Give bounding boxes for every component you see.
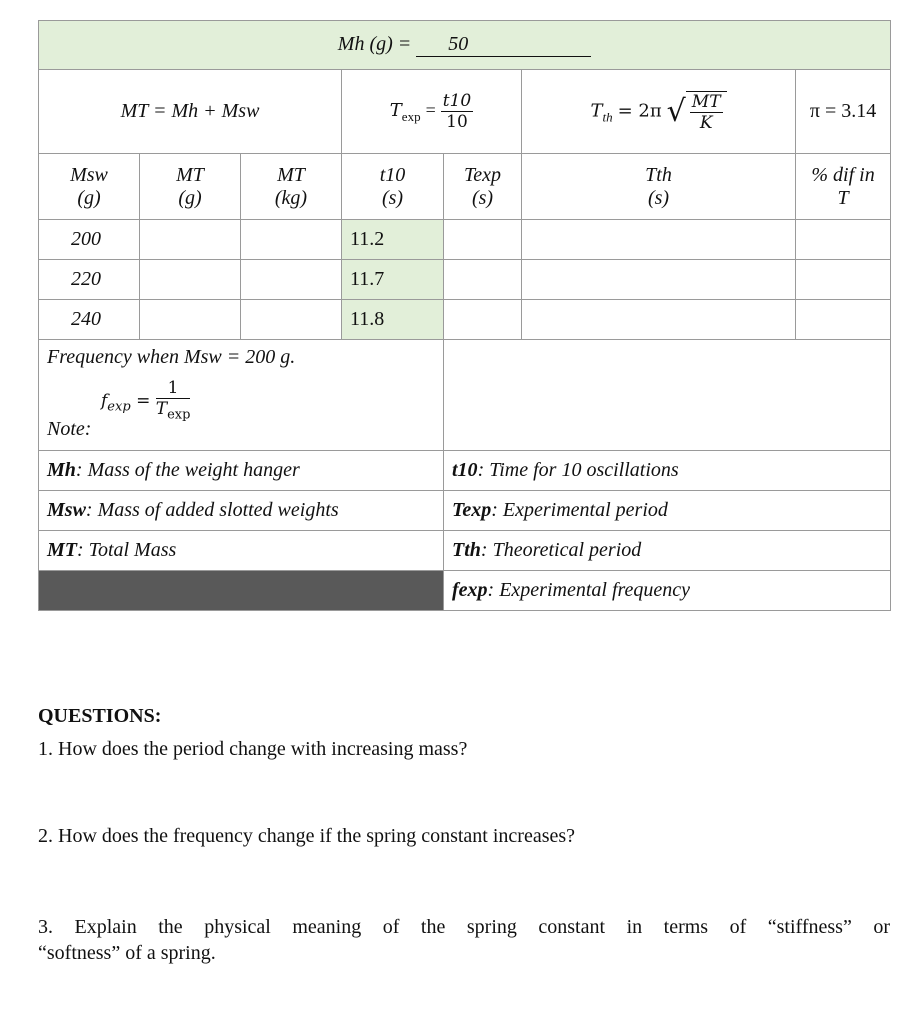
col-unit: (s) (647, 186, 670, 209)
fexp-fraction (156, 378, 191, 425)
fexp-numerator: 1 (156, 378, 191, 399)
col-name: Msw (70, 163, 108, 186)
col-unit: (s) (471, 186, 494, 209)
t10-cell: 11.2 (342, 220, 444, 260)
t10-cell: 11.7 (342, 260, 444, 300)
texp-lhs-sub: exp (401, 109, 421, 125)
equals-sign: = (136, 391, 151, 412)
col-header-mt-kg (241, 154, 342, 220)
texp-formula (342, 70, 522, 154)
fexp-formula (101, 378, 190, 425)
msw-cell: 200 (39, 220, 140, 260)
legend-symbol: Tth (452, 539, 481, 561)
note-label: Note: (47, 418, 92, 440)
col-name: Tth (645, 163, 672, 186)
fexp-den-symbol: T (155, 399, 168, 419)
texp-cell[interactable] (444, 220, 522, 260)
col-name: Texp (463, 163, 502, 186)
question-1: 1. How does the period change with increasing mass? (38, 738, 468, 760)
col-unit: (g) (77, 186, 101, 209)
fexp-lhs: f (101, 391, 108, 412)
col-header-msw (39, 154, 140, 220)
texp-fraction (441, 91, 473, 132)
questions-title: QUESTIONS: (38, 705, 162, 727)
tth-lhs: T (590, 100, 603, 122)
note-cell (39, 340, 444, 451)
col-name: MT (277, 163, 305, 186)
question-3-line-2: “softness” of a spring. (38, 942, 216, 964)
legend-t10 (444, 451, 891, 491)
frequency-answer-cell[interactable] (444, 340, 891, 451)
legend-msw (39, 491, 444, 531)
texp-lhs: T (389, 100, 402, 122)
legend-texp (444, 491, 891, 531)
note-row (39, 340, 891, 451)
frequency-condition: Frequency when Msw = 200 g. (47, 346, 296, 368)
legend-row (39, 491, 891, 531)
formula-row (39, 70, 891, 154)
col-unit: (g) (178, 186, 202, 209)
col-unit: T (837, 186, 849, 209)
legend-text: : Mass of added slotted weights (85, 499, 339, 521)
col-name: t10 (379, 163, 406, 186)
tth-formula (522, 70, 796, 154)
texp-numerator: t10 (442, 91, 472, 111)
mt-g-cell[interactable] (140, 260, 241, 300)
percent-diff-cell[interactable] (796, 260, 891, 300)
legend-text: : Experimental period (491, 499, 668, 521)
tth-fraction (690, 92, 723, 133)
mt-kg-cell[interactable] (241, 260, 342, 300)
texp-cell[interactable] (444, 300, 522, 340)
mt-g-cell[interactable] (140, 220, 241, 260)
legend-tth (444, 531, 891, 571)
equals-sign: = (425, 100, 436, 121)
dark-filler-cell (39, 571, 444, 611)
percent-diff-cell[interactable] (796, 300, 891, 340)
hanger-mass-cell (39, 21, 891, 70)
fexp-lhs-sub: exp (107, 399, 131, 415)
tth-numerator: MT (691, 91, 721, 112)
legend-symbol: Mh (47, 459, 76, 481)
msw-cell: 220 (39, 260, 140, 300)
table-row (39, 260, 891, 300)
legend-mh (39, 451, 444, 491)
tth-denominator: K (699, 112, 713, 133)
pi-value: π = 3.14 (796, 70, 891, 154)
col-name: MT (176, 163, 204, 186)
col-header-texp (444, 154, 522, 220)
table-row (39, 220, 891, 260)
question-2: 2. How does the frequency change if the spring constant increases? (38, 825, 576, 847)
legend-text: : Time for 10 oscillations (477, 459, 679, 481)
tth-cell[interactable] (522, 220, 796, 260)
total-mass-formula: MT = Mh + Msw (39, 70, 342, 154)
legend-text: : Theoretical period (480, 539, 642, 561)
legend-symbol: MT (47, 539, 77, 561)
col-header-percent-diff (796, 154, 891, 220)
col-name: % dif in (811, 163, 875, 186)
hanger-mass-label: Mh (g) = (337, 33, 412, 55)
legend-symbol: Msw (47, 499, 86, 521)
hanger-mass-blank[interactable] (416, 33, 591, 57)
lab-data-table (38, 20, 891, 611)
legend-text: : Experimental frequency (487, 579, 691, 601)
tth-cell[interactable] (522, 260, 796, 300)
legend-row (39, 531, 891, 571)
column-header-row (39, 154, 891, 220)
texp-denominator: 10 (446, 112, 468, 132)
legend-symbol: t10 (452, 459, 478, 481)
questions-section (38, 705, 890, 964)
legend-text: : Total Mass (77, 539, 177, 561)
mt-kg-cell[interactable] (241, 220, 342, 260)
mt-kg-cell[interactable] (241, 300, 342, 340)
tth-cell[interactable] (522, 300, 796, 340)
legend-mt (39, 531, 444, 571)
texp-cell[interactable] (444, 260, 522, 300)
percent-diff-cell[interactable] (796, 220, 891, 260)
tth-lhs-sub: th (602, 109, 613, 125)
tth-mid: = 2π (617, 100, 662, 122)
col-header-t10 (342, 154, 444, 220)
sqrt-icon: √ (666, 94, 686, 129)
legend-row (39, 571, 891, 611)
t10-cell: 11.8 (342, 300, 444, 340)
fexp-den-sub: exp (167, 407, 191, 423)
fexp-denominator (156, 399, 191, 425)
mt-g-cell[interactable] (140, 300, 241, 340)
legend-symbol: Texp (452, 499, 492, 521)
legend-text: : Mass of the weight hanger (75, 459, 300, 481)
table-row (39, 300, 891, 340)
col-header-tth (522, 154, 796, 220)
msw-cell: 240 (39, 300, 140, 340)
col-unit: (s) (381, 186, 404, 209)
legend-fexp (444, 571, 891, 611)
legend-row (39, 451, 891, 491)
hanger-mass-row (39, 21, 891, 70)
legend-symbol: fexp (452, 579, 488, 601)
sqrt-radicand (686, 91, 727, 133)
col-header-mt-g (140, 154, 241, 220)
col-unit: (kg) (274, 186, 308, 209)
question-3-line-1: 3. Explain the physical meaning of the spring constant in terms of “stiffness” or (38, 916, 890, 938)
hanger-mass-value: 50 (448, 33, 469, 55)
